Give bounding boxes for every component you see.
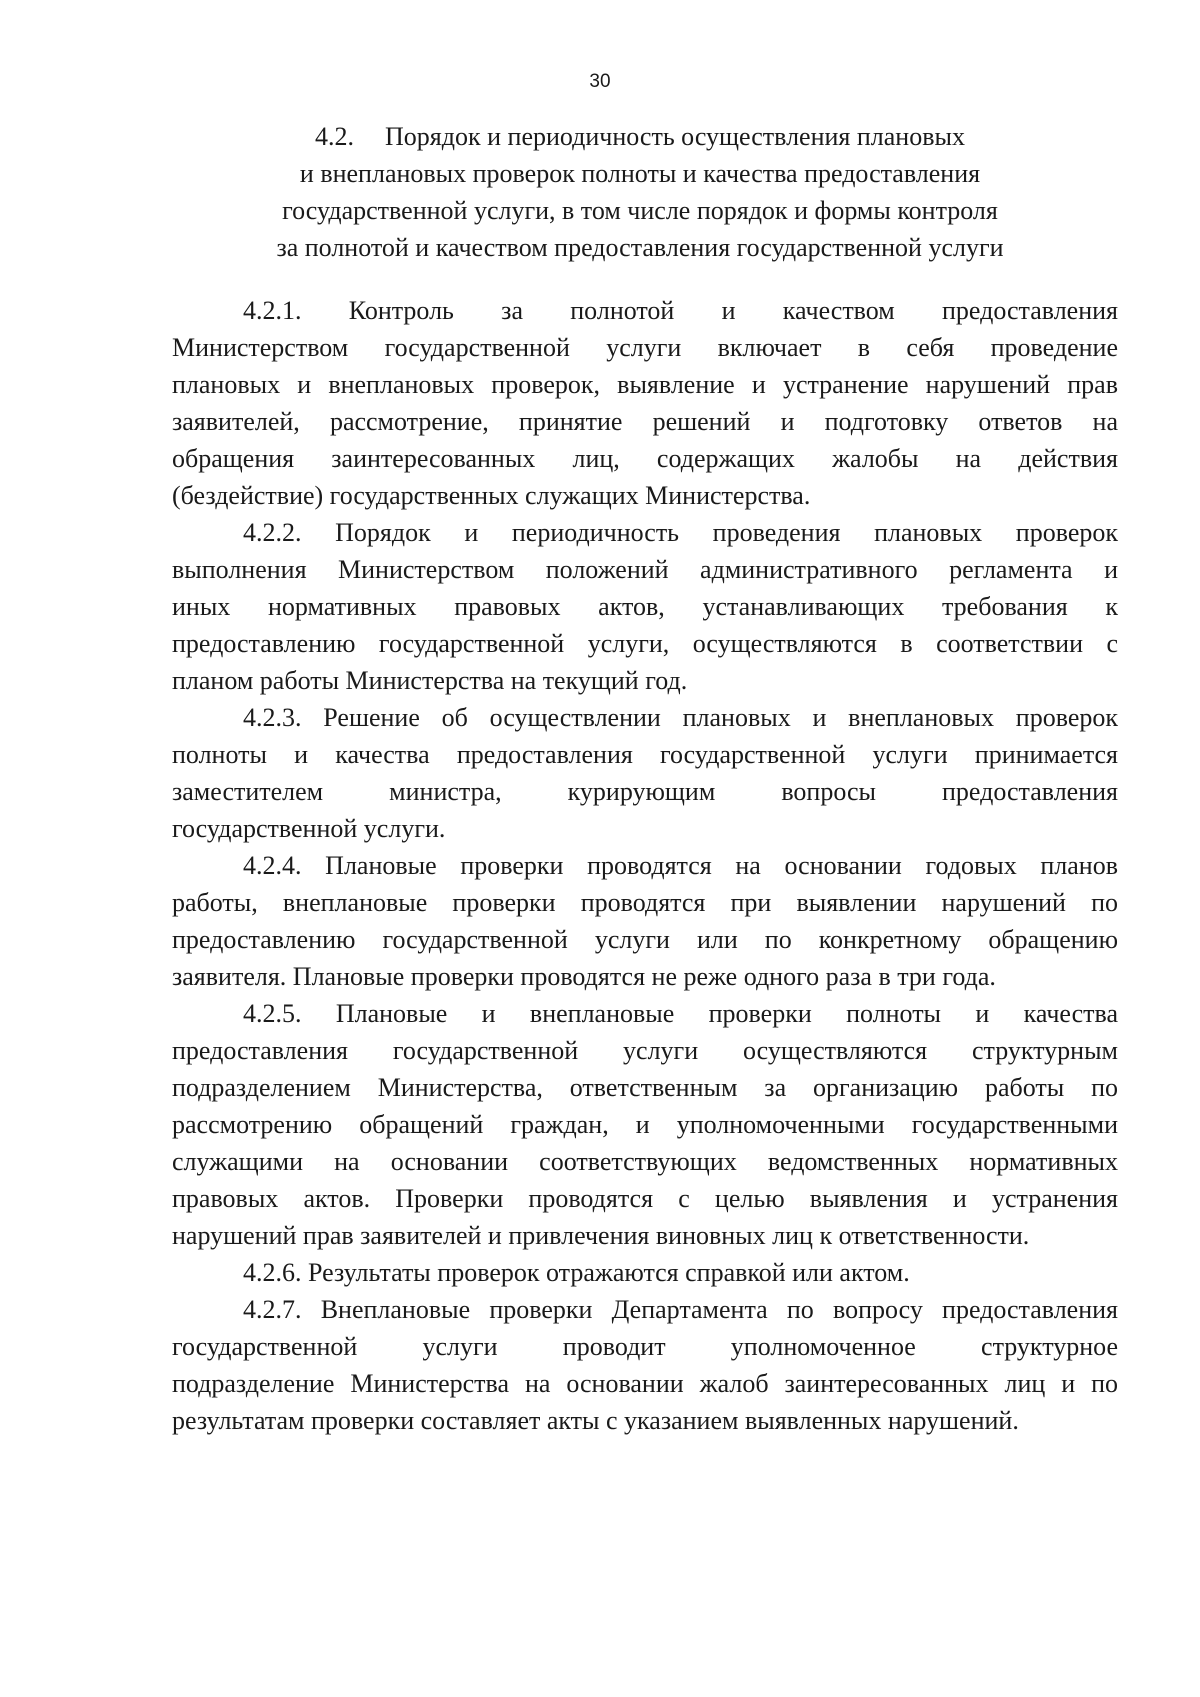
heading-line: за полнотой и качеством предоставления государственной услуги — [276, 233, 1004, 262]
heading-number: 4.2. — [315, 122, 355, 151]
text-line — [172, 995, 1118, 1032]
paragraph-4-2-4 — [172, 847, 1118, 995]
section-heading — [220, 118, 1060, 266]
paragraph-number: 4.2.3. — [243, 703, 302, 732]
text-line — [172, 514, 1118, 551]
text-line: Министерством государственной услуги включает в себя проведение — [172, 333, 1118, 362]
line-text: Результаты проверок отражаются справкой или актом. — [308, 1258, 910, 1287]
paragraph-4-2-6 — [172, 1254, 1118, 1291]
text-line: рассмотрению обращений граждан, и уполномоченными государственными — [172, 1110, 1118, 1139]
text-line: (бездействие) государственных служащих Министерства. — [172, 481, 811, 510]
text-line: нарушений прав заявителей и привлечения виновных лиц к ответственности. — [172, 1221, 1030, 1250]
text-line — [172, 292, 1118, 329]
line-text: Плановые и внеплановые проверки полноты и качества — [335, 999, 1118, 1028]
text-line: государственной услуги. — [172, 814, 446, 843]
text-line: выполнения Министерством положений административного регламента и — [172, 555, 1118, 584]
paragraph-number: 4.2.7. — [243, 1295, 302, 1324]
line-text: Контроль за полнотой и качеством предоставления — [348, 296, 1118, 325]
line-text: Решение об осуществлении плановых и внеплановых проверок — [323, 703, 1119, 732]
paragraph-4-2-1 — [172, 292, 1118, 514]
text-line — [172, 1254, 1118, 1291]
text-line: обращения заинтересованных лиц, содержащих жалобы на действия — [172, 444, 1118, 473]
text-line: полноты и качества предоставления государственной услуги принимается — [172, 740, 1118, 769]
text-line: плановых и внеплановых проверок, выявление и устранение нарушений прав — [172, 370, 1118, 399]
text-line: подразделением Министерства, ответственным за организацию работы по — [172, 1073, 1118, 1102]
text-line: государственной услуги проводит уполномоченное структурное — [172, 1332, 1118, 1361]
text-line: планом работы Министерства на текущий год. — [172, 666, 688, 695]
paragraph-4-2-2 — [172, 514, 1118, 699]
paragraph-number: 4.2.1. — [243, 296, 302, 325]
text-line: предоставления государственной услуги осуществляются структурным — [172, 1036, 1118, 1065]
text-line — [172, 847, 1118, 884]
text-line: предоставлению государственной услуги, осуществляются в соответствии с — [172, 629, 1118, 658]
line-text: Плановые проверки проводятся на основании годовых планов — [325, 851, 1118, 880]
paragraph-number: 4.2.4. — [243, 851, 302, 880]
text-line: работы, внеплановые проверки проводятся при выявлении нарушений по — [172, 888, 1118, 917]
paragraph-4-2-3 — [172, 699, 1118, 847]
heading-line: государственной услуги, в том числе порядок и формы контроля — [282, 196, 998, 225]
text-line: предоставлению государственной услуги или по конкретному обращению — [172, 925, 1118, 954]
text-line: служащими на основании соответствующих ведомственных нормативных — [172, 1147, 1118, 1176]
paragraph-number: 4.2.6. — [243, 1258, 302, 1287]
text-line — [172, 699, 1118, 736]
paragraph-number: 4.2.2. — [243, 518, 302, 547]
line-text: Внеплановые проверки Департамента по вопросу предоставления — [320, 1295, 1119, 1324]
page-number: 30 — [589, 71, 611, 92]
heading-line: и внеплановых проверок полноты и качества предоставления — [299, 159, 981, 188]
text-line — [172, 1291, 1118, 1328]
heading-text: Порядок и периодичность осуществления плановых — [385, 122, 965, 151]
heading-line — [220, 118, 1060, 155]
text-line: иных нормативных правовых актов, устанавливающих требования к — [172, 592, 1118, 621]
line-text: Порядок и периодичность проведения плановых проверок — [335, 518, 1118, 547]
paragraph-number: 4.2.5. — [243, 999, 302, 1028]
body-text — [172, 292, 1118, 1439]
paragraph-4-2-7 — [172, 1291, 1118, 1439]
text-line: правовых актов. Проверки проводятся с целью выявления и устранения — [172, 1184, 1118, 1213]
text-line: заявителей, рассмотрение, принятие решений и подготовку ответов на — [172, 407, 1118, 436]
text-line: заявителя. Плановые проверки проводятся не реже одного раза в три года. — [172, 962, 996, 991]
paragraph-4-2-5 — [172, 995, 1118, 1254]
text-line: подразделение Министерства на основании жалоб заинтересованных лиц и по — [172, 1369, 1118, 1398]
text-line: заместителем министра, курирующим вопросы предоставления — [172, 777, 1118, 806]
text-line: результатам проверки составляет акты с указанием выявленных нарушений. — [172, 1406, 1019, 1435]
